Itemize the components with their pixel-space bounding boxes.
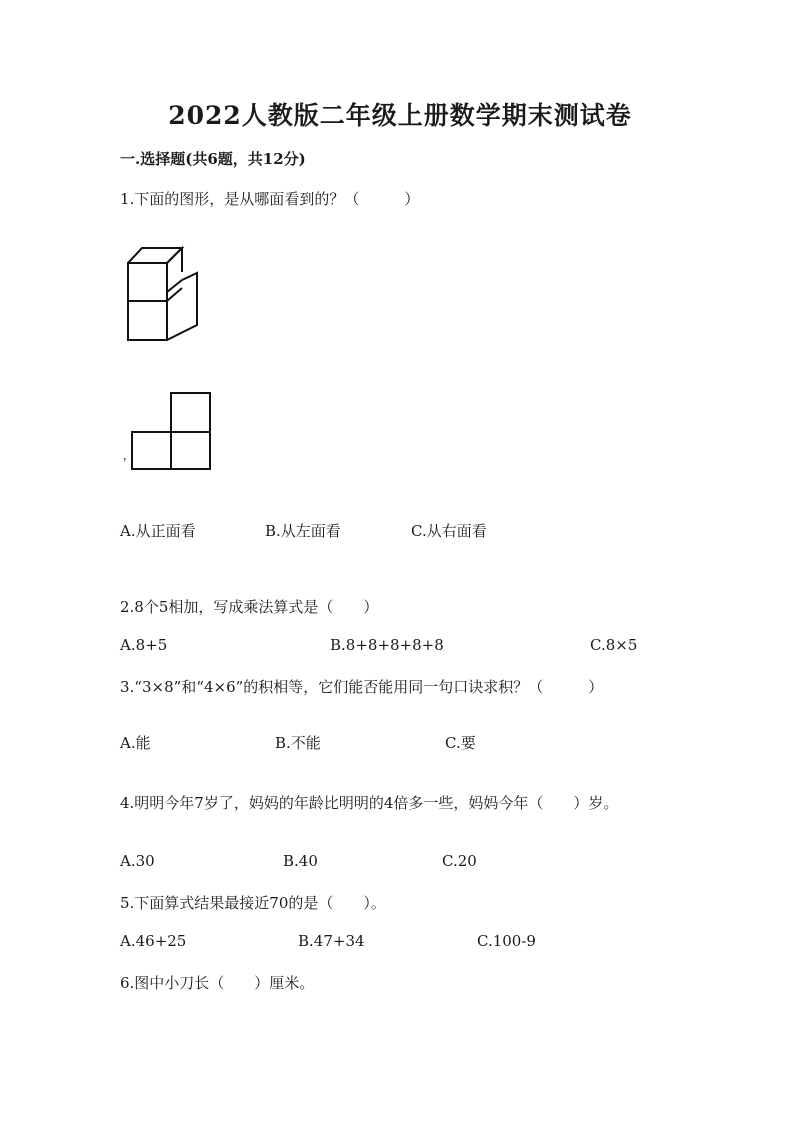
q4-option-b[interactable]: B.40 (283, 852, 318, 870)
q1-option-c[interactable]: C.从右面看 (411, 522, 487, 540)
q4-option-a[interactable]: A.30 (120, 852, 155, 870)
question-6: 6.图中小刀长（ ）厘米。 (120, 974, 315, 992)
q1-option-b[interactable]: B.从左面看 (265, 522, 341, 540)
question-3: 3.“3×8”和“4×6”的积相等，它们能否能用同一句口诀求积？（ ） (120, 678, 604, 696)
q2-option-c[interactable]: C.8×5 (590, 636, 638, 654)
q4-option-c[interactable]: C.20 (442, 852, 477, 870)
question-4: 4.明明今年7岁了，妈妈的年龄比明明的4倍多一些，妈妈今年（ ）岁。 (120, 794, 619, 812)
q3-option-c[interactable]: C.要 (445, 734, 476, 752)
q3-option-b[interactable]: B.不能 (275, 734, 321, 752)
q5-option-a[interactable]: A.46+25 (120, 932, 187, 950)
figure-mark: ， (123, 449, 134, 462)
section-heading: 一.选择题(共6题，共12分) (120, 150, 306, 168)
q2-option-a[interactable]: A.8+5 (120, 636, 168, 654)
q2-option-b[interactable]: B.8+8+8+8+8 (330, 636, 444, 654)
q5-option-b[interactable]: B.47+34 (298, 932, 365, 950)
q3-option-a[interactable]: A.能 (120, 734, 151, 752)
question-2: 2.8个5相加，写成乘法算式是（ ） (120, 598, 379, 616)
cube-stack-figure (120, 240, 205, 350)
view-squares-figure (128, 390, 214, 472)
page-title: 2022人教版二年级上册数学期末测试卷 (168, 101, 632, 130)
q1-option-a[interactable]: A.从正面看 (120, 522, 196, 540)
q5-option-c[interactable]: C.100-9 (477, 932, 536, 950)
question-5: 5.下面算式结果最接近70的是（ ）。 (120, 894, 386, 912)
question-1: 1.下面的图形，是从哪面看到的？（ ） (120, 190, 420, 208)
